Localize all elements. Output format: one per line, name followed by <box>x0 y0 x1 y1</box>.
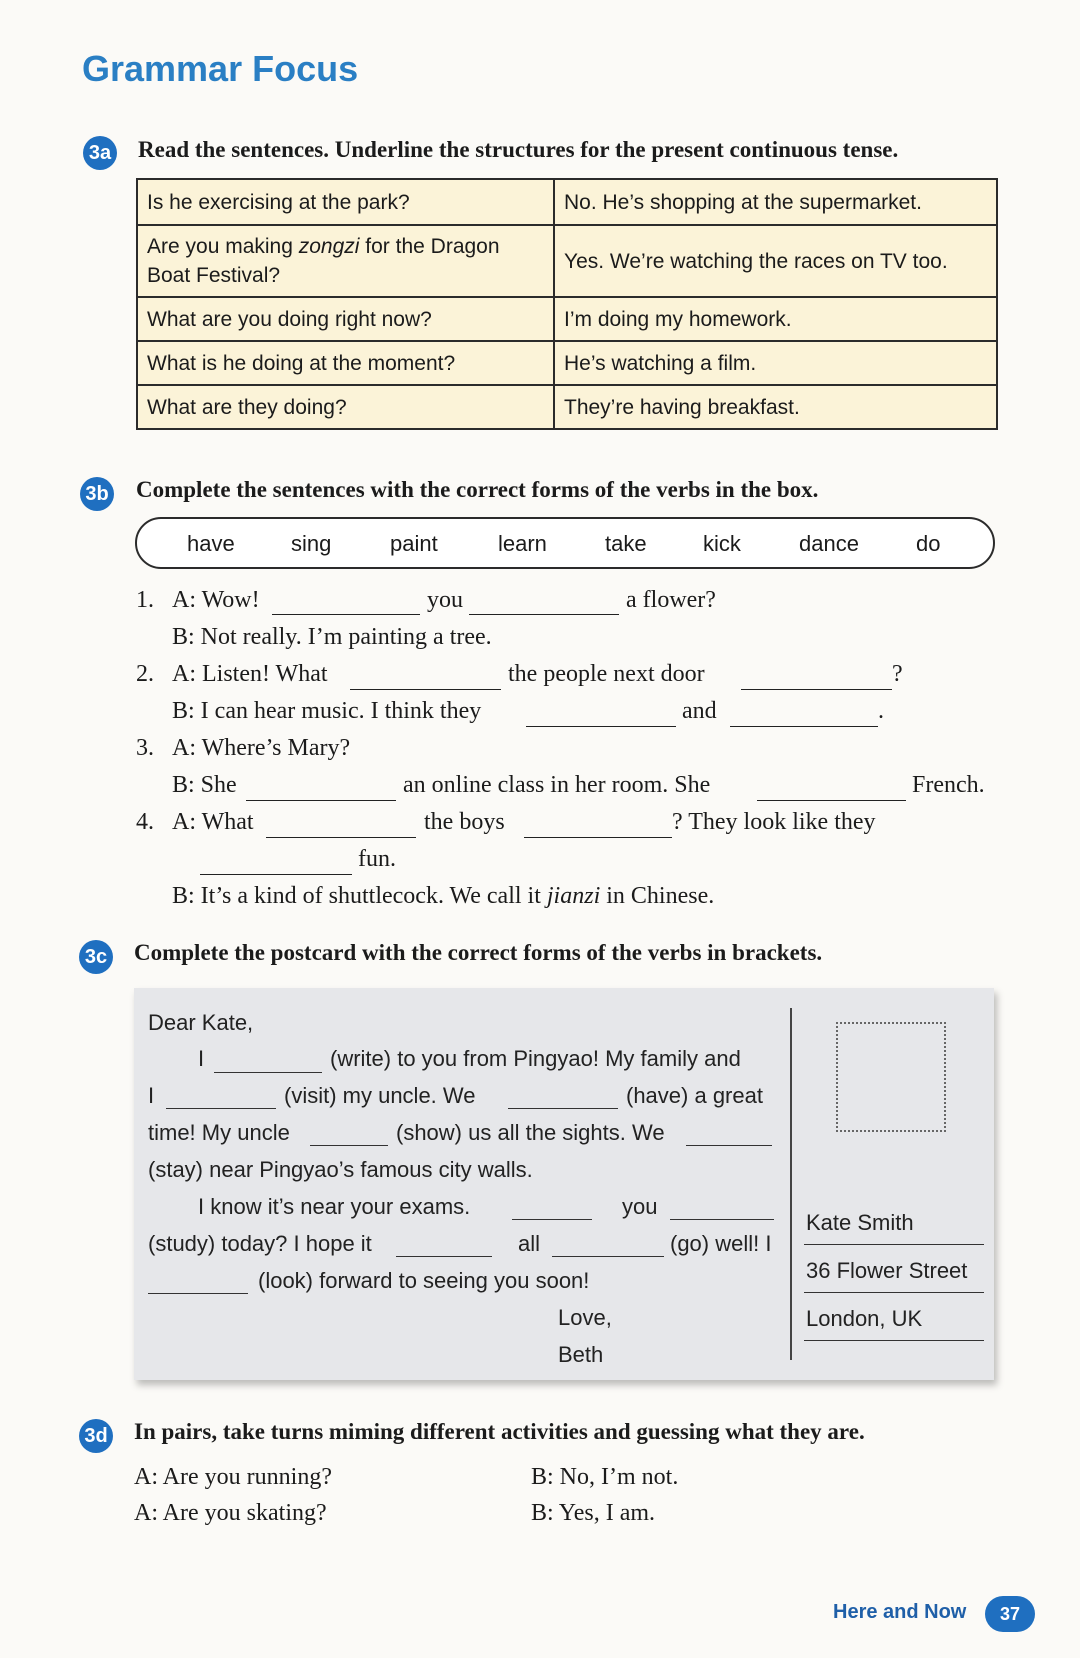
answer-blank[interactable] <box>508 1108 618 1109</box>
postcard-text: (have) a great <box>626 1083 763 1108</box>
dialogue-text: A: Listen! What <box>172 661 328 687</box>
dialogue-part: in Chinese. <box>600 883 715 909</box>
dialogue-text: ? They look like they <box>672 809 876 835</box>
answer-blank[interactable] <box>524 837 672 838</box>
dialogue-text: B: No, I’m not. <box>531 1464 679 1490</box>
postcard-text: time! My uncle <box>148 1120 290 1145</box>
instruction-3a: Read the sentences. Underline the structures for the present continuous tense. <box>138 137 899 162</box>
word-item: sing <box>291 531 332 556</box>
question-italic-word: zongzi <box>298 235 360 258</box>
footer-unit-title: Here and Now <box>833 1601 967 1623</box>
section-badge-3b: 3b <box>80 477 114 511</box>
item-number: 1. <box>136 587 154 613</box>
answer-blank[interactable] <box>670 1219 774 1220</box>
postcard-signature: Beth <box>558 1342 604 1367</box>
sentence-table <box>136 178 998 430</box>
answer-blank[interactable] <box>310 1145 388 1146</box>
postcard-text: (study) today? I hope it <box>148 1231 372 1256</box>
page-title: Grammar Focus <box>82 48 359 89</box>
answer-blank[interactable] <box>350 689 501 690</box>
answer-blank[interactable] <box>166 1108 276 1109</box>
postcard-text: (look) forward to seeing you soon! <box>258 1268 590 1293</box>
question-text: for the Dragon Boat Festival? <box>147 235 500 287</box>
dialogue-text: an online class in her room. She <box>403 772 711 798</box>
dialogue-text: the boys <box>424 809 505 835</box>
answer-cell: Yes. We’re watching the races on TV too. <box>554 225 997 297</box>
dialogue-text: and <box>682 698 717 724</box>
word-item: kick <box>703 531 741 556</box>
table-row <box>137 179 997 225</box>
word-item: dance <box>799 531 859 556</box>
answer-blank[interactable] <box>272 614 420 615</box>
address-line: Kate Smith <box>806 1210 914 1235</box>
answer-blank[interactable] <box>246 800 396 801</box>
postcard <box>134 988 994 1380</box>
dialogue-text: A: Are you skating? <box>134 1500 327 1526</box>
table-row <box>137 297 997 341</box>
dialogue-text: ? <box>892 661 903 687</box>
item-number: 4. <box>136 809 154 835</box>
dialogue-text: the people next door <box>508 661 705 687</box>
dialogue-text: B: Yes, I am. <box>531 1500 656 1526</box>
answer-blank[interactable] <box>266 837 416 838</box>
postcard-text: (write) to you from Pingyao! My family and <box>330 1046 741 1071</box>
answer-blank[interactable] <box>396 1256 492 1257</box>
dialogue-text: French. <box>912 772 985 798</box>
word-item: do <box>916 531 941 556</box>
answer-blank[interactable] <box>214 1072 322 1073</box>
postcard-greeting: Dear Kate, <box>148 1010 254 1035</box>
word-item: have <box>187 531 235 556</box>
section-badge-3d: 3d <box>79 1419 113 1453</box>
postcard-text: I know it’s near your exams. <box>198 1194 471 1219</box>
answer-blank[interactable] <box>686 1145 772 1146</box>
instruction-3c: Complete the postcard with the correct forms of the verbs in brackets. <box>134 940 823 965</box>
answer-blank[interactable] <box>757 800 906 801</box>
answer-blank[interactable] <box>741 689 892 690</box>
dialogue-part: B: It’s a kind of shuttlecock. We call it <box>172 883 547 909</box>
dialogue-text: a flower? <box>626 587 716 613</box>
dialogue-text: B: She <box>172 772 237 798</box>
dialogue-text: you <box>427 587 463 613</box>
section-badge-3c: 3c <box>79 940 113 974</box>
dialogue-text: fun. <box>358 846 396 872</box>
question-text: Are you making <box>147 235 299 258</box>
postcard-text: (go) well! I <box>670 1231 772 1256</box>
word-item: paint <box>390 531 438 556</box>
address-line: 36 Flower Street <box>806 1258 968 1283</box>
dialogue-text: A: Where’s Mary? <box>172 735 351 761</box>
postcard-text: I <box>198 1046 205 1071</box>
question-cell: What is he doing at the moment? <box>137 341 554 385</box>
dialogue-text <box>172 883 714 910</box>
item-number: 2. <box>136 661 154 687</box>
postcard-text: (show) us all the sights. We <box>396 1120 665 1145</box>
answer-blank[interactable] <box>526 726 676 727</box>
answer-cell: No. He’s shopping at the supermarket. <box>554 179 997 225</box>
answer-blank[interactable] <box>148 1293 248 1294</box>
page-number: 37 <box>985 1596 1035 1632</box>
dialogue-text: . <box>878 698 884 724</box>
item-number: 3. <box>136 735 154 761</box>
table-row <box>137 225 997 297</box>
postcard-closing: Love, <box>558 1305 612 1330</box>
answer-blank[interactable] <box>730 726 878 727</box>
dialogue-text: A: Wow! <box>172 587 260 613</box>
answer-cell: They’re having breakfast. <box>554 385 997 429</box>
question-cell: What are they doing? <box>137 385 554 429</box>
question-cell <box>137 225 554 297</box>
postcard-text: all <box>518 1231 541 1256</box>
answer-blank[interactable] <box>200 874 352 875</box>
answer-blank[interactable] <box>512 1219 592 1220</box>
answer-cell: He’s watching a film. <box>554 341 997 385</box>
answer-cell: I’m doing my homework. <box>554 297 997 341</box>
answer-blank[interactable] <box>469 614 619 615</box>
dialogue-text: A: What <box>172 809 254 835</box>
section-badge-3a: 3a <box>83 136 117 170</box>
word-box <box>135 517 995 569</box>
postcard-text: (visit) my uncle. We <box>284 1083 476 1108</box>
address-rule <box>804 1292 984 1293</box>
word-item: take <box>605 531 647 556</box>
instruction-3d: In pairs, take turns miming different activities and guessing what they are. <box>134 1419 865 1444</box>
word-item: learn <box>498 531 547 556</box>
question-cell: What are you doing right now? <box>137 297 554 341</box>
postcard-text: I <box>148 1083 155 1108</box>
answer-blank[interactable] <box>552 1256 664 1257</box>
stamp-box <box>836 1022 946 1132</box>
table-row <box>137 385 997 429</box>
postcard-text: you <box>622 1194 658 1219</box>
instruction-3b: Complete the sentences with the correct forms of the verbs in the box. <box>136 477 819 502</box>
address-rule <box>804 1340 984 1341</box>
postcard-divider <box>790 1008 792 1360</box>
address-rule <box>804 1244 984 1245</box>
postcard-text: (stay) near Pingyao’s famous city walls. <box>148 1157 533 1182</box>
dialogue-text: B: Not really. I’m painting a tree. <box>172 624 492 650</box>
dialogue-text: B: I can hear music. I think they <box>172 698 482 724</box>
dialogue-italic-word: jianzi <box>546 883 601 909</box>
address-line: London, UK <box>806 1306 923 1331</box>
dialogue-text: A: Are you running? <box>134 1464 332 1490</box>
table-row <box>137 341 997 385</box>
question-cell: Is he exercising at the park? <box>137 179 554 225</box>
